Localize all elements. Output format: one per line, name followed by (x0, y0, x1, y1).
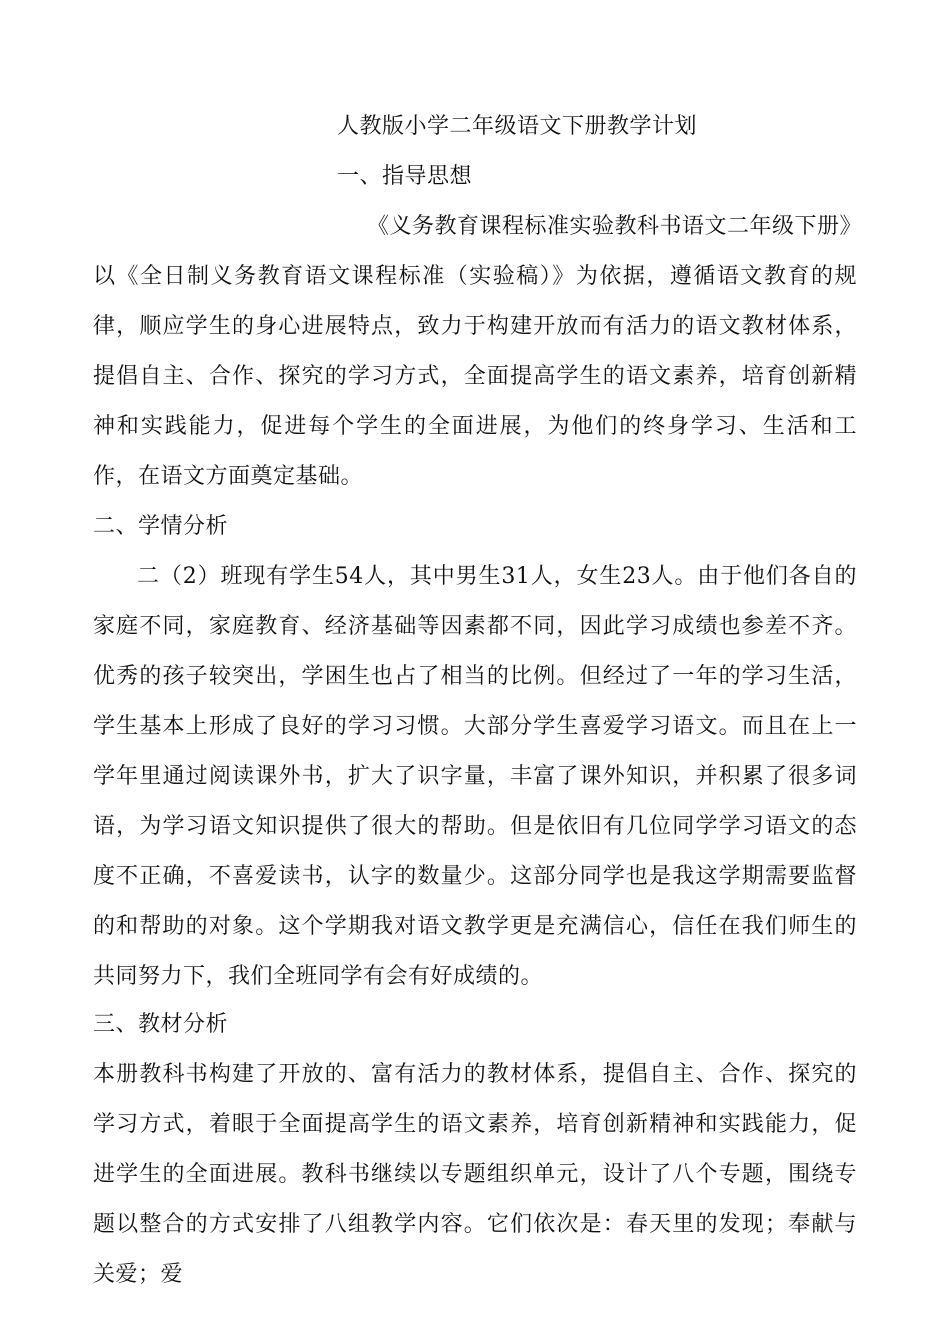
students-text: 二（2）班现有学生54人，其中男生31人，女生23人。由于他们各自的家庭不同，家庭教育、经济基础等因素都不同，因此学习成绩也参差不齐。优秀的孩子较突出，学困生也占了相当的比例。但经过了一年的学习生活，学生基本上形成了良好的学习习惯。大部分学生喜爱学习语文。而且在上一学年里通过阅读课外书，扩大了识字量，丰富了课外知识，并积累了很多词语，为学习语文知识提供了很大的帮助。但是依旧有几位同学学习语文的态度不正确，不喜爱读书，认字的数量少。这部分同学也是我这学期需要监督的和帮助的对象。这个学期我对语文教学更是充满信心，信任在我们师生的共同努力下，我们全班同学有会有好成绩的。 (93, 564, 857, 989)
students-paragraph (93, 552, 857, 1002)
section-heading-textbook: 三、教材分析 (93, 1012, 229, 1037)
section-heading-students: 二、学情分析 (93, 514, 229, 539)
guiding-paragraph (93, 252, 857, 502)
guiding-text: 以《全日制义务教育语文课程标准（实验稿）》为依据，遵循语文教育的规律，顺应学生的身心进展特点，致力于构建开放而有活力的语文教材体系，提倡自主、合作、探究的学习方式，全面提高学生的语文素养，培育创新精神和实践能力，促进每个学生的全面进展，为他们的终身学习、生活和工作，在语文方面奠定基础。 (93, 264, 857, 489)
document-title: 人教版小学二年级语文下册教学计划 (337, 114, 698, 139)
guiding-first-line: 《义务教育课程标准实验教科书语文二年级下册》 (367, 214, 863, 239)
textbook-paragraph (93, 1050, 857, 1300)
section-heading-guiding: 一、指导思想 (337, 164, 473, 189)
textbook-text: 本册教科书构建了开放的、富有活力的教材体系，提倡自主、合作、探究的学习方式，着眼于全面提高学生的语文素养，培育创新精神和实践能力，促进学生的全面进展。教科书继续以专题组织单元，设计了八个专题，围绕专题以整合的方式安排了八组教学内容。它们依次是：春天里的发现；奉献与关爱；爱 (93, 1062, 857, 1287)
